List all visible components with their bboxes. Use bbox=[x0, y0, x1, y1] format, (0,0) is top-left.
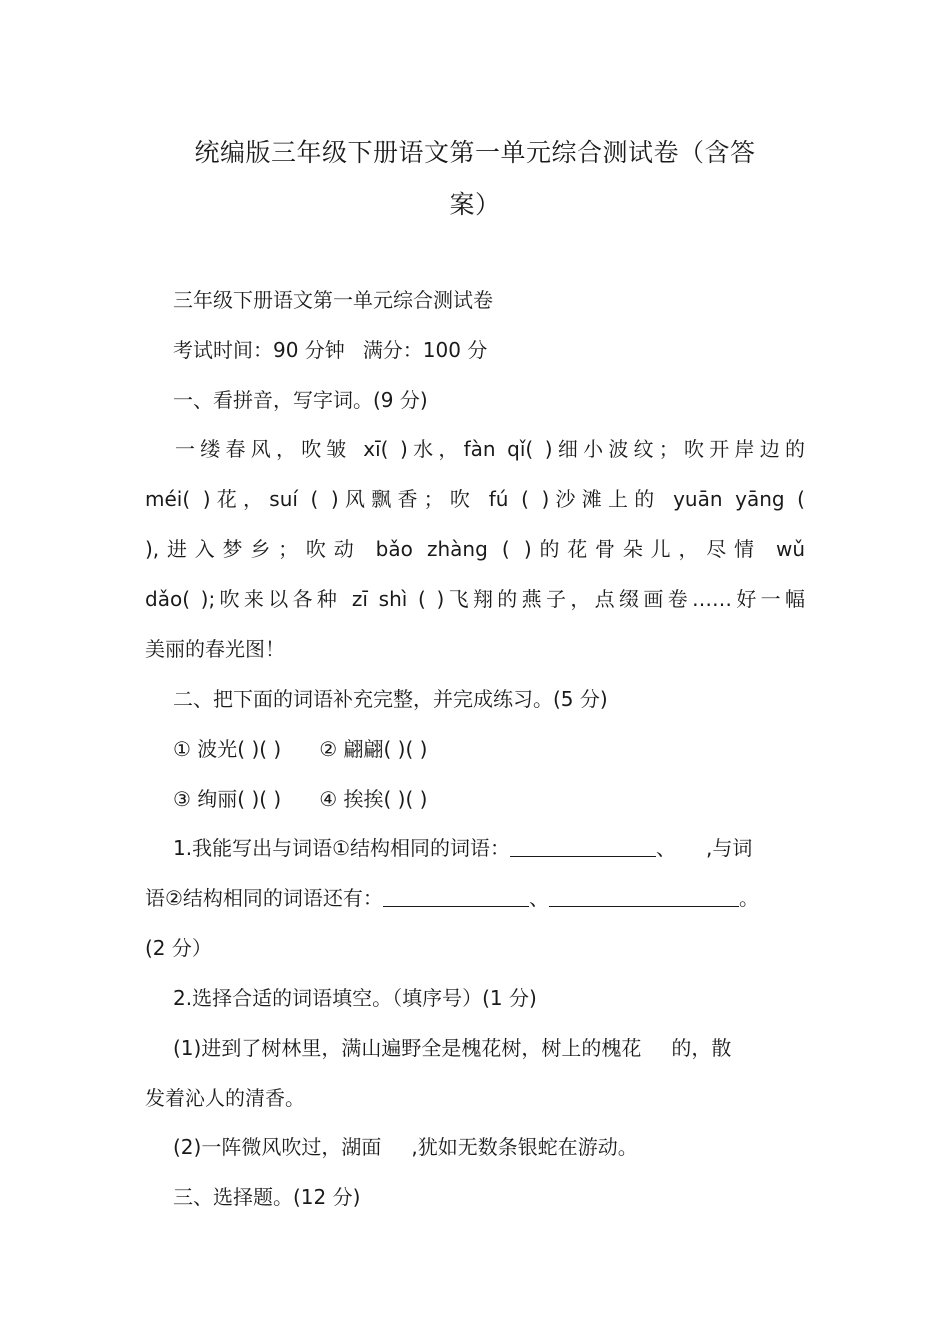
document-title-line1: 统编版三年级下册语文第一单元综合测试卷（含答 bbox=[194, 138, 756, 167]
question-2-item-2 bbox=[173, 1133, 805, 1161]
section1-line-5: 美丽的春光图！ bbox=[145, 637, 285, 661]
question-1-line-2 bbox=[145, 884, 805, 912]
question-2-item-1 bbox=[173, 1034, 805, 1062]
section1-line-4: dǎo( );吹来以各种 zī shì ( )飞翔的燕子，点缀画卷……好一幅 bbox=[145, 587, 805, 611]
word-item-4: ④ 挨挨( )( ) bbox=[319, 787, 428, 811]
section2-row-2 bbox=[173, 785, 805, 813]
word-item-3: ③ 绚丽( )( ) bbox=[173, 787, 282, 811]
answer-blank bbox=[383, 886, 529, 907]
question-2-item-2-end: ,犹如无数条银蛇在游动。 bbox=[411, 1135, 638, 1159]
answer-blank bbox=[510, 836, 656, 857]
section1-heading: 一、看拼音，写字词。(9 分) bbox=[173, 388, 428, 412]
question-2-item-1-line-2: 发着沁人的清香。 bbox=[145, 1086, 305, 1110]
exam-subtitle: 三年级下册语文第一单元综合测试卷 bbox=[173, 288, 493, 312]
exam-time: 考试时间：90 分钟 bbox=[173, 338, 345, 362]
exam-info bbox=[173, 336, 805, 364]
question-1-separator: 、 bbox=[656, 836, 677, 860]
question-1-prompt: 1.我能写出与词语①结构相同的词语： bbox=[173, 836, 511, 860]
exam-score: 满分：100 分 bbox=[362, 338, 488, 362]
question-1-prompt-2: 语②结构相同的词语还有： bbox=[145, 886, 383, 910]
question-1-continuation: ,与词 bbox=[706, 836, 753, 860]
word-item-1: ① 波光( )( ) bbox=[173, 737, 282, 761]
question-1-score: (2 分） bbox=[145, 936, 212, 960]
section1-line-1: 一缕春风，吹皱 xī( )水，fàn qǐ( )细小波纹；吹开岸边的 bbox=[175, 437, 805, 461]
document-title-line2: 案） bbox=[449, 190, 501, 219]
question-2-item-2-text: (2)一阵微风吹过，湖面 bbox=[173, 1135, 382, 1159]
word-item-2: ② 翩翩( )( ) bbox=[319, 737, 428, 761]
question-2-heading: 2.选择合适的词语填空。（填序号）(1 分) bbox=[173, 986, 537, 1010]
section1-line-3: ),进入梦乡；吹动 bǎo zhàng ( )的花骨朵儿，尽情 wǔ bbox=[145, 537, 805, 561]
section2-row-1 bbox=[173, 735, 805, 763]
question-2-item-1-end: 的，散 bbox=[671, 1036, 732, 1060]
question-1-line-1 bbox=[173, 834, 805, 862]
question-1-end: 。 bbox=[738, 886, 759, 910]
question-1-separator-2: 、 bbox=[528, 886, 549, 910]
question-2-item-1-text: (1)进到了树林里，满山遍野全是槐花树，树上的槐花 bbox=[173, 1036, 642, 1060]
section1-line-2: méi( )花，suí ( )风飘香；吹 fú ( )沙滩上的 yuān yāng ( bbox=[145, 487, 805, 511]
section2-heading: 二、把下面的词语补充完整，并完成练习。(5 分) bbox=[173, 687, 608, 711]
answer-blank bbox=[549, 886, 739, 907]
section3-heading: 三、选择题。(12 分) bbox=[173, 1185, 361, 1209]
